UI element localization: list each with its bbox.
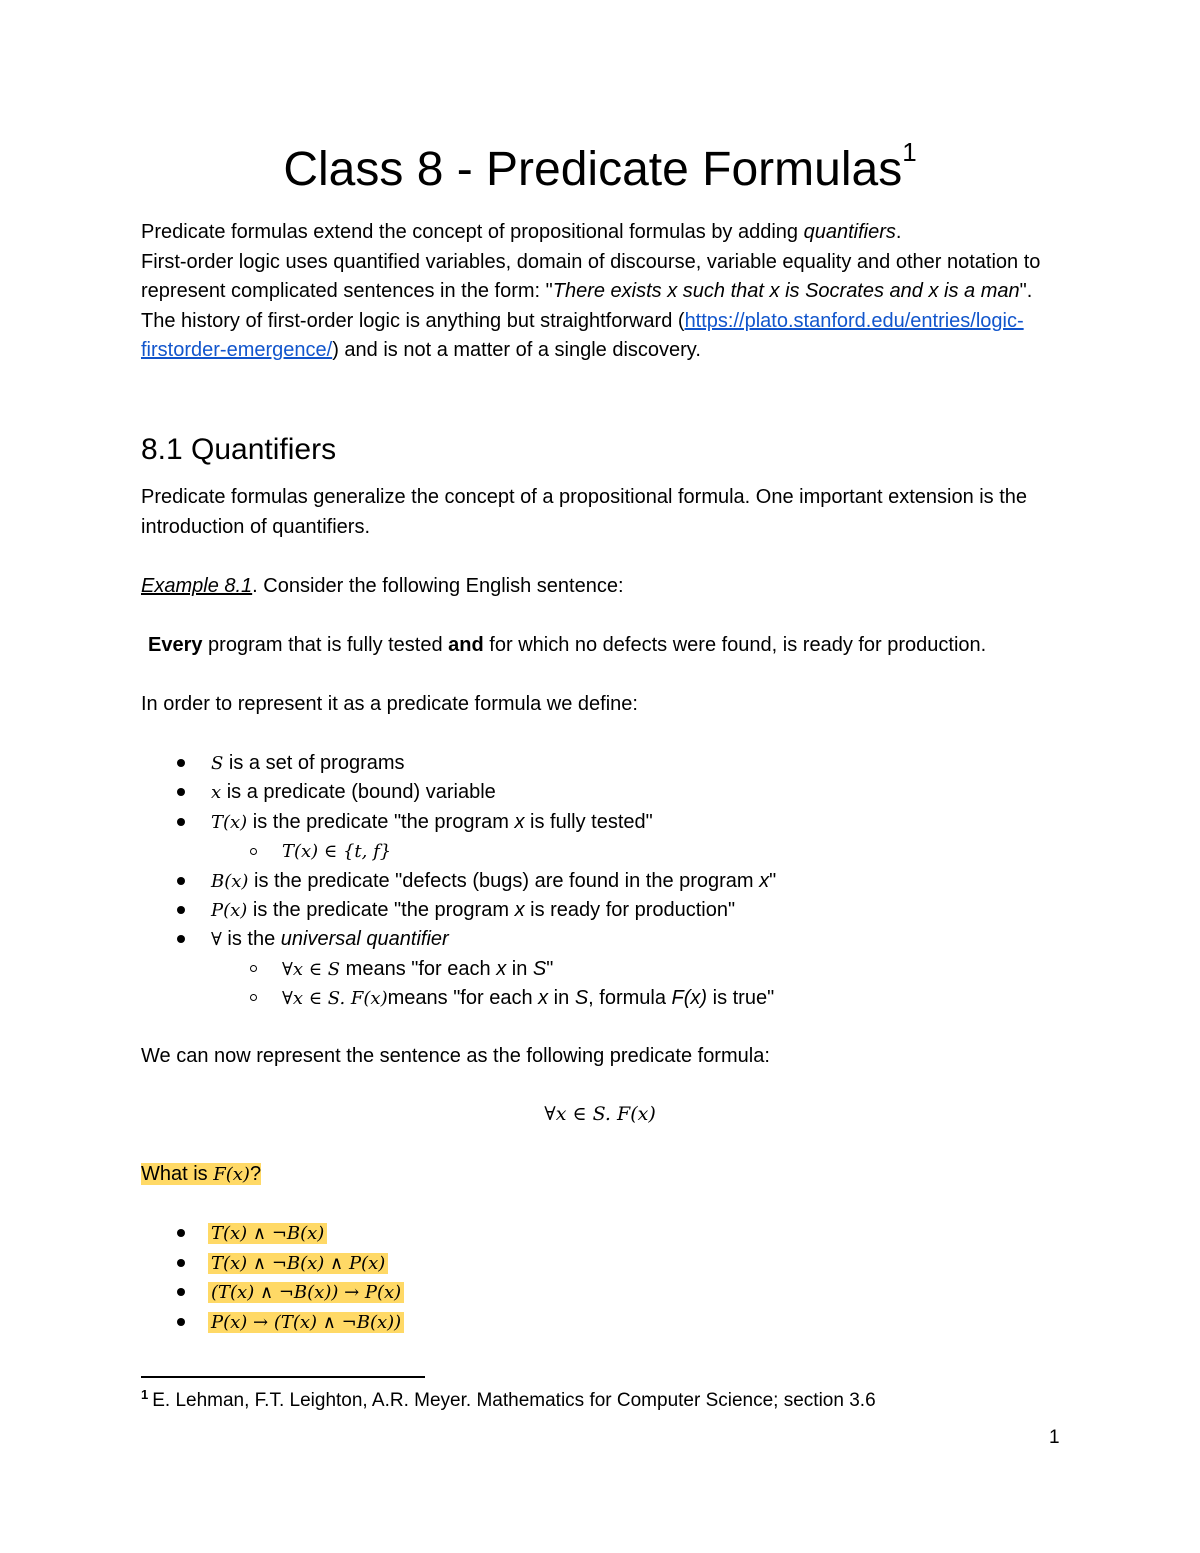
- definition-item-s: S is a set of programs: [211, 752, 405, 774]
- footnote: [141, 1387, 876, 1415]
- definition-item-t: T(x) is the predicate "the program x is fully tested": [211, 811, 653, 833]
- example-line: Example 8.1. Consider the following English sentence:: [141, 575, 624, 597]
- intro-body: First-order logic uses quantified variables, domain of discourse, variable equality and other notation to represent complicated sentences in the form: "There exists x such that x is Socrates and x is a man". The history of first-order logic is anything but straightforward (https://plato.stanford.edu/entries/logic-firstorder-emergence/) and is not a matter of a single discovery.: [141, 250, 1041, 361]
- bullet-icon: [177, 1259, 185, 1267]
- definition-item-x: x is a predicate (bound) variable: [211, 781, 496, 803]
- definition-subitem-t-range: T(x) ∈ {t, f}: [282, 841, 392, 862]
- footnote-text: E. Lehman, F.T. Leighton, A.R. Meyer. Mathematics for Computer Science; section 3.6: [152, 1390, 876, 1411]
- definition-item-b: B(x) is the predicate "defects (bugs) are found in the program x": [211, 870, 777, 892]
- page-number: 1: [1049, 1427, 1060, 1448]
- example-label: Example 8.1: [141, 575, 253, 597]
- sub-bullet-icon: [250, 965, 257, 972]
- definition-item-forall: ∀ is the universal quantifier: [211, 928, 449, 950]
- bullet-icon: [177, 1229, 185, 1237]
- main-formula: ∀x ∈ S. F(x): [544, 1103, 656, 1125]
- title-text: Class 8 - Predicate Formulas: [283, 143, 903, 196]
- option-item[interactable]: P(x) → (T(x) ∧ ¬B(x)): [208, 1308, 404, 1338]
- section-paragraph: Predicate formulas generalize the concept of a propositional formula. One important extension is the introduction of quantifiers.: [141, 486, 1028, 538]
- footnote-divider: [141, 1376, 425, 1378]
- title-footnote-ref[interactable]: 1: [902, 137, 917, 167]
- stanford-link[interactable]: https://plato.stanford.edu/entries/logic-firstorder-emergence/: [141, 309, 1024, 361]
- bullet-icon: [177, 1288, 185, 1296]
- formula-intro: We can now represent the sentence as the following predicate formula:: [141, 1045, 770, 1067]
- bullet-icon: [177, 906, 185, 914]
- bullet-icon: [177, 759, 185, 767]
- socrates-quote: There exists x such that x is Socrates and x is a man: [552, 280, 1020, 302]
- intro-line-1: Predicate formulas extend the concept of propositional formulas by adding quantifiers.: [141, 221, 902, 243]
- definition-subitem-forall-formula: ∀x ∈ S. F(x)means "for each x in S, formula F(x) is true": [282, 987, 775, 1009]
- sub-bullet-icon: [250, 994, 257, 1001]
- option-item[interactable]: (T(x) ∧ ¬B(x)) → P(x): [208, 1278, 404, 1308]
- bullet-icon: [177, 818, 185, 826]
- bullet-icon: [177, 1318, 185, 1326]
- option-item[interactable]: T(x) ∧ ¬B(x): [208, 1219, 327, 1249]
- definition-item-p: P(x) is the predicate "the program x is ready for production": [211, 899, 736, 921]
- sub-bullet-icon: [250, 848, 257, 855]
- footnote-mark: 1: [141, 1387, 149, 1402]
- option-item[interactable]: T(x) ∧ ¬B(x) ∧ P(x): [208, 1249, 388, 1279]
- question-highlight: What is F(x)?: [141, 1163, 262, 1185]
- bullet-icon: [177, 935, 185, 943]
- define-intro: In order to represent it as a predicate formula we define:: [141, 693, 638, 715]
- intro-paragraph: [141, 218, 1061, 366]
- bullet-icon: [177, 877, 185, 885]
- question-line: [141, 1160, 261, 1190]
- section-heading: 8.1 Quantifiers: [141, 433, 337, 466]
- definition-subitem-forall-s: ∀x ∈ S means "for each x in S": [282, 958, 554, 980]
- quantifiers-term: quantifiers: [803, 221, 896, 243]
- bullet-icon: [177, 788, 185, 796]
- page-title: [0, 137, 1200, 200]
- example-sentence: Every program that is fully tested and for which no defects were found, is ready for production.: [148, 634, 987, 656]
